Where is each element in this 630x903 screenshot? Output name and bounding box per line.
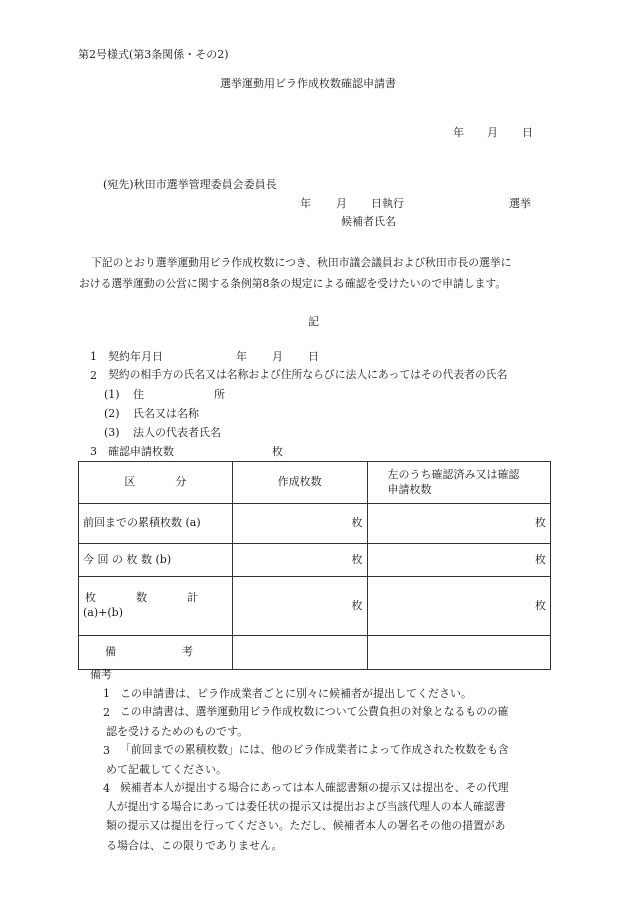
table-row xyxy=(79,544,551,577)
total-label-b: 数 xyxy=(136,591,147,605)
item-2-num: 2 xyxy=(90,369,97,382)
note-3-line2: めて記載してください。 xyxy=(106,763,227,776)
note-3-line1: 「前回までの累積枚数」には、他のビラ作成業者によって作成された枚数をも含 xyxy=(120,743,509,756)
row-b-created-unit: 枚 xyxy=(351,552,363,566)
total-label-sub: (a)+(b) xyxy=(83,606,123,619)
body-text-line1: 下記のとおり選挙運動用ビラ作成枚数につき、秋田市議会議員および秋田市長の選挙に xyxy=(91,256,512,269)
form-number: 第2号様式(第3条関係・その2) xyxy=(78,48,229,61)
note-2-line2: 認を受けるためのものです。 xyxy=(106,725,249,738)
note-4-line3: 類の提示又は提出を行ってください。ただし、候補者本人の署名その他の措置があ xyxy=(106,819,506,832)
item-1-year: 年 xyxy=(236,350,247,363)
body-text-line2: おける選挙運動の公営に関する条例第8条の規定による確認を受けたいので申請します。 xyxy=(79,277,507,290)
header-confirmed-count xyxy=(367,462,551,504)
election-day-exec: 日執行 xyxy=(371,197,404,210)
election-year: 年 xyxy=(300,197,311,210)
row-b-confirmed[interactable] xyxy=(367,544,551,577)
table-row-remarks xyxy=(79,636,551,670)
row-a-created[interactable] xyxy=(232,504,367,544)
page-title: 選挙運動用ビラ作成枚数確認申請書 xyxy=(220,77,396,90)
sub-3-label: 法人の代表者氏名 xyxy=(133,426,221,439)
sub-1-num: (1) xyxy=(104,388,120,401)
sub-3-num: (3) xyxy=(104,426,120,439)
row-b-label: 今 回 の 枚 数 (b) xyxy=(79,544,233,577)
date-month: 月 xyxy=(487,126,498,139)
total-label-a: 枚 xyxy=(85,591,96,605)
candidate-name-label: 候補者氏名 xyxy=(341,215,396,228)
election-type: 選挙 xyxy=(509,197,531,210)
sub-1-label-b: 所 xyxy=(214,388,225,401)
row-total-confirmed-unit: 枚 xyxy=(535,598,546,612)
ki-heading: 記 xyxy=(308,315,319,328)
election-month: 月 xyxy=(336,197,347,210)
total-label-c: 計 xyxy=(187,591,198,605)
note-4-line2: 人が提出する場合にあっては委任状の提示又は提出および当該代理人の本人確認書 xyxy=(106,800,506,813)
sub-2-label: 氏名又は名称 xyxy=(133,407,199,420)
row-a-created-unit: 枚 xyxy=(351,516,363,530)
row-a-confirmed-unit: 枚 xyxy=(535,516,546,530)
header-category-a: 区 xyxy=(124,475,136,489)
table-row xyxy=(79,577,551,636)
item-3-num: 3 xyxy=(90,445,97,458)
table-header-row xyxy=(79,462,551,504)
sub-2-num: (2) xyxy=(104,407,120,420)
note-4-line4: る場合は、この限りでありません。 xyxy=(106,839,283,852)
note-4-line1: 候補者本人が提出する場合にあっては本人確認書類の提示又は提出を、その代理 xyxy=(120,781,509,794)
item-1-label: 契約年月日 xyxy=(108,350,163,363)
item-1-num: 1 xyxy=(90,350,97,363)
row-total-created-unit: 枚 xyxy=(351,598,363,612)
item-3-unit: 枚 xyxy=(272,445,283,458)
header-category xyxy=(79,462,233,504)
date-year: 年 xyxy=(453,126,464,139)
note-1-num: 1 xyxy=(103,687,110,700)
date-day: 日 xyxy=(522,126,533,139)
row-b-created[interactable] xyxy=(232,544,367,577)
table-row xyxy=(79,504,551,544)
row-total-confirmed[interactable] xyxy=(367,577,551,636)
row-a-label: 前回までの累積枚数 (a) xyxy=(79,504,233,544)
notes-heading: 備考 xyxy=(90,668,112,681)
row-total-label xyxy=(79,577,233,636)
note-2-line1: この申請書は、選挙運動用ビラ作成枚数について公費負担の対象となるものの確 xyxy=(120,705,509,718)
count-table xyxy=(78,461,551,670)
note-1-text: この申請書は、ビラ作成業者ごとに別々に候補者が提出してください。 xyxy=(120,687,472,700)
header-created-count: 作成枚数 xyxy=(232,462,367,504)
note-3-num: 3 xyxy=(103,744,110,757)
note-4-num: 4 xyxy=(103,782,110,795)
item-1-month: 月 xyxy=(272,350,283,363)
remarks-label-a: 備 xyxy=(105,645,116,659)
item-1-day: 日 xyxy=(308,350,319,363)
header-confirmed-line1: 左のうち確認済み又は確認 xyxy=(387,467,520,481)
row-total-created[interactable] xyxy=(232,577,367,636)
remarks-label-b: 考 xyxy=(182,645,193,659)
addressee: (宛先)秋田市選挙管理委員会委員長 xyxy=(103,178,277,191)
item-3-label: 確認申請枚数 xyxy=(108,445,174,458)
remarks-cell-2[interactable] xyxy=(232,636,367,670)
sub-1-label-a: 住 xyxy=(133,388,144,401)
row-b-confirmed-unit: 枚 xyxy=(535,552,546,566)
remarks-cell-3[interactable] xyxy=(367,636,551,670)
header-category-b: 分 xyxy=(175,475,187,489)
remarks-label xyxy=(79,636,233,670)
row-a-confirmed[interactable] xyxy=(367,504,551,544)
item-2-label: 契約の相手方の氏名又は名称および住所ならびに法人にあってはその代表者の氏名 xyxy=(108,368,508,381)
header-confirmed-line2: 申請枚数 xyxy=(387,482,432,496)
note-2-num: 2 xyxy=(103,706,110,719)
